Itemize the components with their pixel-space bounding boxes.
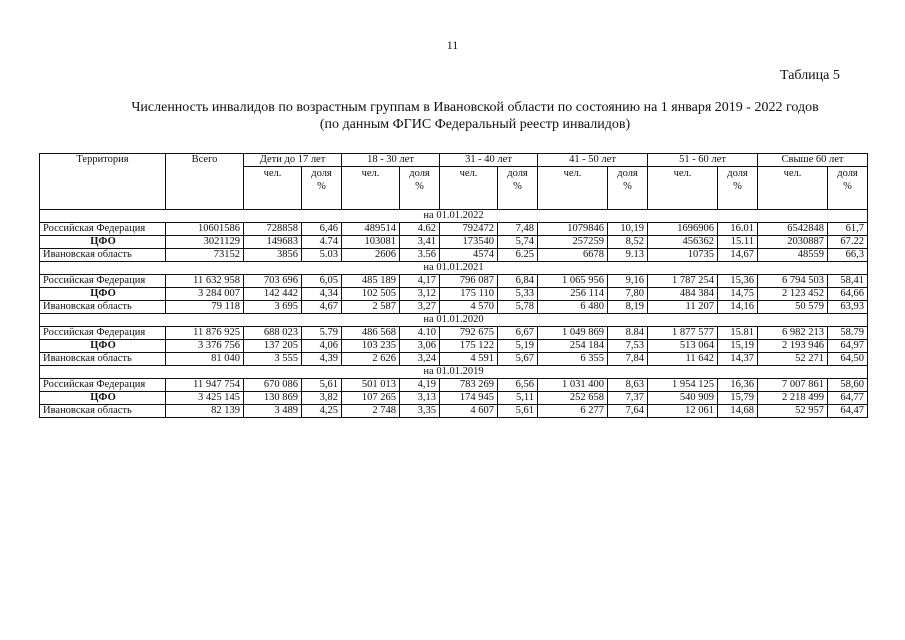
share-cell: 5,19 [498,340,538,353]
share-cell: 6,84 [498,275,538,288]
table-row [40,353,868,366]
count-cell: 6678 [538,249,608,262]
total-cell: 3 425 145 [166,392,244,405]
subheader-share [498,167,538,210]
share-cell: 16,36 [718,379,758,392]
subheader-share-word: доля [409,168,430,179]
subheader-share-percent: % [843,181,852,192]
total-cell: 3 284 007 [166,288,244,301]
territory-name: Российская Федерация [40,275,166,288]
share-cell: 10,19 [608,223,648,236]
total-cell: 11 876 925 [166,327,244,340]
share-cell: 4.62 [400,223,440,236]
count-cell: 175 110 [440,288,498,301]
share-cell: 3,41 [400,236,440,249]
disability-age-table [39,153,868,418]
subheader-share-word: доля [311,168,332,179]
count-cell: 1 877 577 [648,327,718,340]
count-cell: 103 235 [342,340,400,353]
subheader-count: чел. [342,167,400,210]
subheader-count: чел. [538,167,608,210]
share-cell: 6,67 [498,327,538,340]
share-cell: 16.01 [718,223,758,236]
count-cell: 4 591 [440,353,498,366]
count-cell: 2 748 [342,405,400,418]
table-row [40,301,868,314]
share-cell: 3,12 [400,288,440,301]
count-cell: 3856 [244,249,302,262]
share-cell: 5,67 [498,353,538,366]
table-row [40,288,868,301]
total-cell: 82 139 [166,405,244,418]
table-row [40,379,868,392]
count-cell: 174 945 [440,392,498,405]
share-cell: 67.22 [828,236,868,249]
territory-name: Российская Федерация [40,223,166,236]
share-cell: 6.25 [498,249,538,262]
count-cell: 107 265 [342,392,400,405]
subheader-share-word: доля [617,168,638,179]
table-row [40,223,868,236]
share-cell: 64,50 [828,353,868,366]
count-cell: 4 607 [440,405,498,418]
count-cell: 484 384 [648,288,718,301]
share-cell: 5,33 [498,288,538,301]
count-cell: 257259 [538,236,608,249]
share-cell: 58.79 [828,327,868,340]
count-cell: 7 007 861 [758,379,828,392]
count-cell: 137 205 [244,340,302,353]
share-cell: 8,52 [608,236,648,249]
total-cell: 3 376 756 [166,340,244,353]
header-group: Дети до 17 лет [244,154,342,167]
count-cell: 703 696 [244,275,302,288]
share-cell: 58,60 [828,379,868,392]
date-label: на 01.01.2022 [40,210,868,223]
count-cell: 252 658 [538,392,608,405]
count-cell: 130 869 [244,392,302,405]
share-cell: 64,47 [828,405,868,418]
share-cell: 5.79 [302,327,342,340]
header-group: 41 - 50 лет [538,154,648,167]
share-cell: 5,78 [498,301,538,314]
subheader-share-percent: % [733,181,742,192]
total-cell: 10601586 [166,223,244,236]
count-cell: 4 570 [440,301,498,314]
title-line-2: (по данным ФГИС Федеральный реестр инвалидов) [319,117,631,132]
total-cell: 3021129 [166,236,244,249]
share-cell: 6,05 [302,275,342,288]
share-cell: 64,97 [828,340,868,353]
count-cell: 2 626 [342,353,400,366]
territory-name: Ивановская область [40,405,166,418]
count-cell: 1 049 869 [538,327,608,340]
count-cell: 11 207 [648,301,718,314]
subheader-share-word: доля [727,168,748,179]
territory-name: Ивановская область [40,249,166,262]
title-line-1: Численность инвалидов по возрастным группам в Ивановской области по состоянию на 1 января 2019 - 2022 годов [131,100,819,115]
count-cell: 6542848 [758,223,828,236]
count-cell: 1696906 [648,223,718,236]
subheader-count: чел. [440,167,498,210]
subheader-share [400,167,440,210]
table-row [40,405,868,418]
share-cell: 15,19 [718,340,758,353]
count-cell: 1 065 956 [538,275,608,288]
count-cell: 501 013 [342,379,400,392]
share-cell: 5,11 [498,392,538,405]
date-label: на 01.01.2019 [40,366,868,379]
count-cell: 486 568 [342,327,400,340]
share-cell: 15.11 [718,236,758,249]
count-cell: 728858 [244,223,302,236]
subheader-share-percent: % [513,181,522,192]
count-cell: 3 555 [244,353,302,366]
share-cell: 8,63 [608,379,648,392]
date-row [40,314,868,327]
count-cell: 50 579 [758,301,828,314]
share-cell: 3,24 [400,353,440,366]
share-cell: 4,67 [302,301,342,314]
share-cell: 6,46 [302,223,342,236]
share-cell: 14,37 [718,353,758,366]
share-cell: 14,67 [718,249,758,262]
count-cell: 792 675 [440,327,498,340]
total-cell: 81 040 [166,353,244,366]
share-cell: 61,7 [828,223,868,236]
total-cell: 79 118 [166,301,244,314]
date-label: на 01.01.2020 [40,314,868,327]
subheader-share-percent: % [317,181,326,192]
table-row [40,275,868,288]
count-cell: 6 355 [538,353,608,366]
subheader-share-word: доля [837,168,858,179]
share-cell: 14,75 [718,288,758,301]
total-cell: 11 947 754 [166,379,244,392]
table-label: Таблица 5 [780,68,840,83]
count-cell: 485 189 [342,275,400,288]
share-cell: 4,17 [400,275,440,288]
table-row [40,249,868,262]
count-cell: 102 505 [342,288,400,301]
share-cell: 7,64 [608,405,648,418]
subheader-share-word: доля [507,168,528,179]
territory-name: Российская Федерация [40,379,166,392]
count-cell: 6 794 503 [758,275,828,288]
share-cell: 4.10 [400,327,440,340]
share-cell: 3,06 [400,340,440,353]
count-cell: 1 787 254 [648,275,718,288]
subheader-count: чел. [244,167,302,210]
table-row [40,327,868,340]
count-cell: 173540 [440,236,498,249]
share-cell: 7,84 [608,353,648,366]
share-cell: 64,77 [828,392,868,405]
subheader-share [718,167,758,210]
share-cell: 5,74 [498,236,538,249]
share-cell: 9,16 [608,275,648,288]
count-cell: 11 642 [648,353,718,366]
share-cell: 7,48 [498,223,538,236]
count-cell: 513 064 [648,340,718,353]
share-cell: 3.56 [400,249,440,262]
share-cell: 4,25 [302,405,342,418]
share-cell: 15.81 [718,327,758,340]
subheader-count: чел. [648,167,718,210]
territory-name: Российская Федерация [40,327,166,340]
share-cell: 14,16 [718,301,758,314]
count-cell: 670 086 [244,379,302,392]
share-cell: 4,19 [400,379,440,392]
share-cell: 6,56 [498,379,538,392]
header-group: 31 - 40 лет [440,154,538,167]
count-cell: 4574 [440,249,498,262]
territory-name: ЦФО [40,236,166,249]
share-cell: 5,61 [302,379,342,392]
count-cell: 2 587 [342,301,400,314]
share-cell: 9.13 [608,249,648,262]
share-cell: 14,68 [718,405,758,418]
count-cell: 6 277 [538,405,608,418]
territory-name: ЦФО [40,340,166,353]
count-cell: 456362 [648,236,718,249]
share-cell: 4,34 [302,288,342,301]
count-cell: 2 123 452 [758,288,828,301]
share-cell: 8,19 [608,301,648,314]
share-cell: 3,13 [400,392,440,405]
count-cell: 3 695 [244,301,302,314]
date-row [40,262,868,275]
date-row [40,366,868,379]
territory-name: ЦФО [40,288,166,301]
subheader-share-percent: % [623,181,632,192]
count-cell: 256 114 [538,288,608,301]
count-cell: 2030887 [758,236,828,249]
territory-name: ЦФО [40,392,166,405]
total-cell: 73152 [166,249,244,262]
count-cell: 52 957 [758,405,828,418]
date-label: на 01.01.2021 [40,262,868,275]
share-cell: 4.74 [302,236,342,249]
share-cell: 5,61 [498,405,538,418]
share-cell: 8.84 [608,327,648,340]
count-cell: 688 023 [244,327,302,340]
subheader-share [302,167,342,210]
count-cell: 3 489 [244,405,302,418]
table-row [40,236,868,249]
share-cell: 7,53 [608,340,648,353]
share-cell: 4,06 [302,340,342,353]
share-cell: 58,41 [828,275,868,288]
subheader-count: чел. [758,167,828,210]
share-cell: 64,66 [828,288,868,301]
date-row [40,210,868,223]
count-cell: 48559 [758,249,828,262]
count-cell: 2606 [342,249,400,262]
territory-name: Ивановская область [40,301,166,314]
header-group: 18 - 30 лет [342,154,440,167]
count-cell: 10735 [648,249,718,262]
count-cell: 792472 [440,223,498,236]
share-cell: 3,82 [302,392,342,405]
share-cell: 7,80 [608,288,648,301]
share-cell: 4,39 [302,353,342,366]
header-group: Свыше 60 лет [758,154,868,167]
count-cell: 783 269 [440,379,498,392]
count-cell: 1 954 125 [648,379,718,392]
share-cell: 7,37 [608,392,648,405]
count-cell: 142 442 [244,288,302,301]
header-total: Всего [166,154,244,210]
total-cell: 11 632 958 [166,275,244,288]
header-group: 51 - 60 лет [648,154,758,167]
page-number: 11 [446,38,459,52]
page-title [60,99,890,133]
count-cell: 2 193 946 [758,340,828,353]
subheader-share [608,167,648,210]
header-row-groups [40,154,868,167]
table-body [40,210,868,418]
count-cell: 1 031 400 [538,379,608,392]
count-cell: 6 982 213 [758,327,828,340]
subheader-share [828,167,868,210]
count-cell: 489514 [342,223,400,236]
count-cell: 175 122 [440,340,498,353]
share-cell: 63,93 [828,301,868,314]
count-cell: 6 480 [538,301,608,314]
count-cell: 12 061 [648,405,718,418]
count-cell: 1079846 [538,223,608,236]
territory-name: Ивановская область [40,353,166,366]
table-row [40,392,868,405]
table-row [40,340,868,353]
count-cell: 103081 [342,236,400,249]
share-cell: 15,79 [718,392,758,405]
share-cell: 3,27 [400,301,440,314]
share-cell: 15,36 [718,275,758,288]
share-cell: 66,3 [828,249,868,262]
count-cell: 149683 [244,236,302,249]
count-cell: 254 184 [538,340,608,353]
count-cell: 52 271 [758,353,828,366]
count-cell: 796 087 [440,275,498,288]
share-cell: 5.03 [302,249,342,262]
share-cell: 3,35 [400,405,440,418]
header-territory: Территория [40,154,166,210]
count-cell: 540 909 [648,392,718,405]
count-cell: 2 218 499 [758,392,828,405]
subheader-share-percent: % [415,181,424,192]
